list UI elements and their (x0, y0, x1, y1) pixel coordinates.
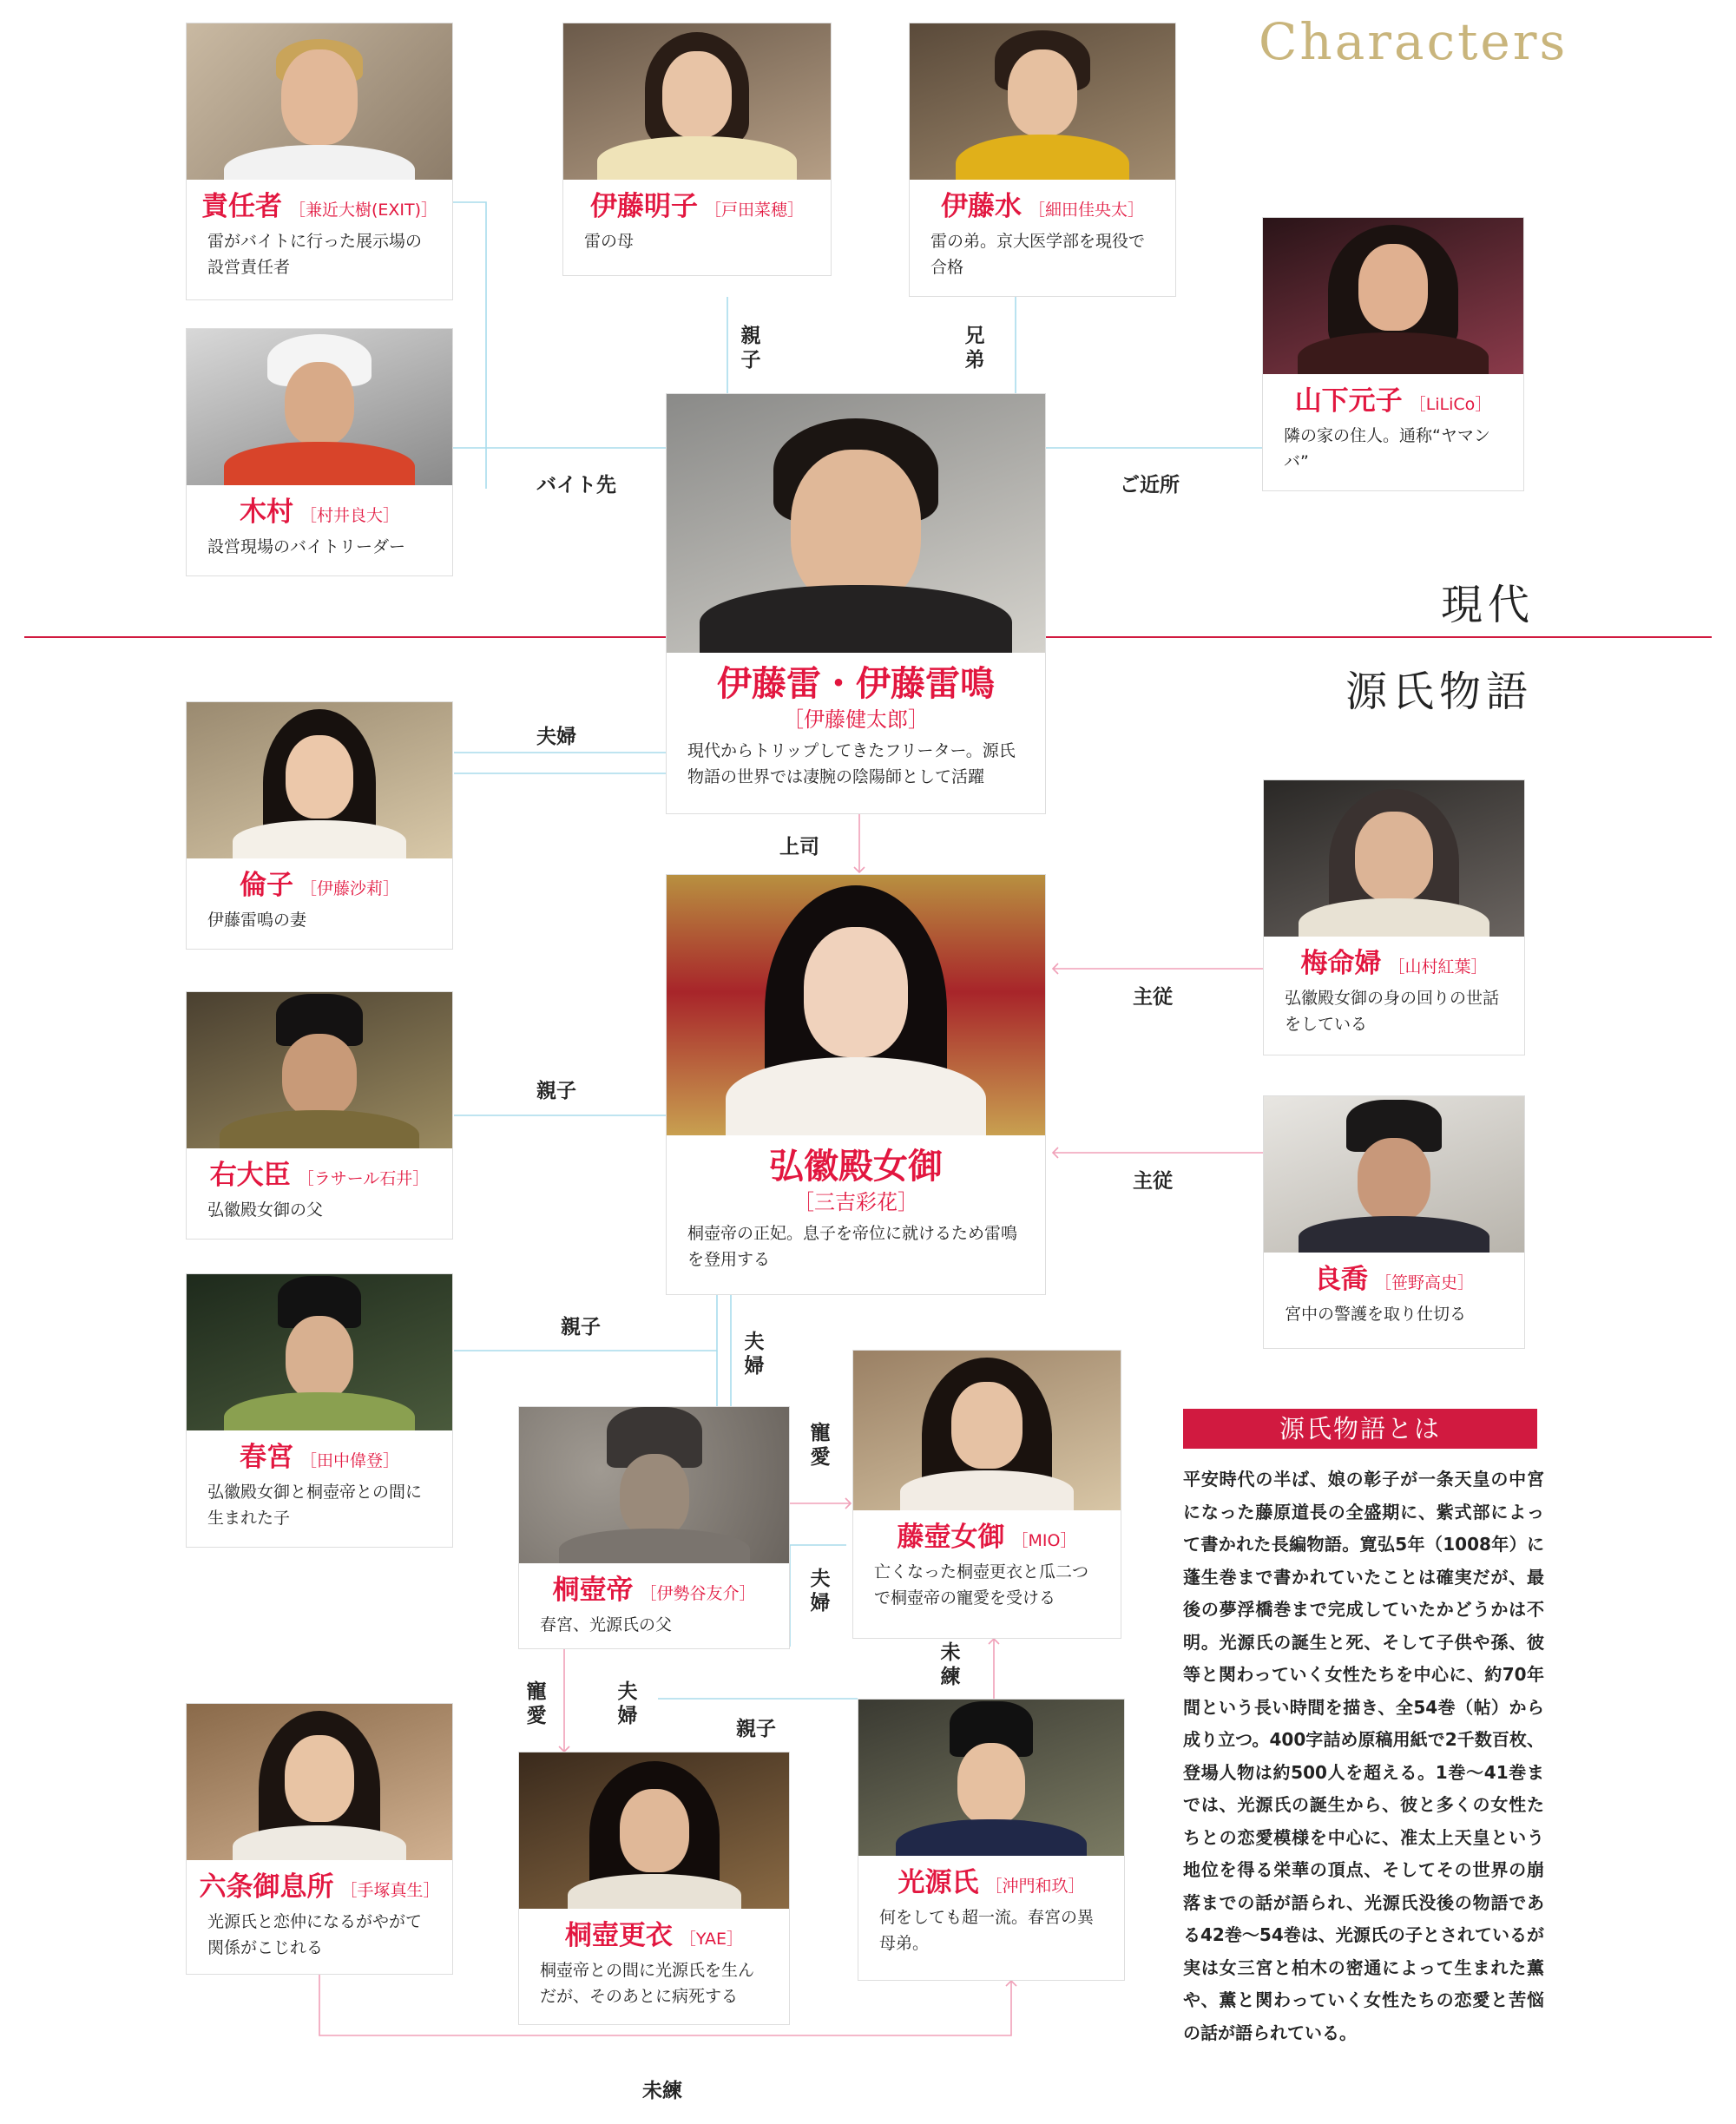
actor-name: ［手塚真生］ (340, 1881, 440, 1900)
actor-name: ［細田佳央太］ (1028, 201, 1144, 220)
relation-label-oyako: 親子 (561, 1316, 601, 1338)
actor-name: ［YAE］ (679, 1930, 744, 1949)
photo-yoshitaka (1264, 1096, 1524, 1253)
character-name: 木村 (239, 496, 293, 528)
photo-rai (667, 394, 1045, 653)
character-card-akiko (562, 23, 832, 276)
actor-name: ［MIO］ (1011, 1531, 1077, 1550)
photo-hikaru (858, 1700, 1124, 1856)
relation-label-baito: バイト先 (536, 474, 616, 496)
character-card-kokiden (666, 874, 1046, 1295)
character-card-kiritsubotei (518, 1406, 790, 1649)
character-description: 雷がバイトに行った展示場の設営責任者 (207, 232, 423, 278)
era-label-genji: 源氏物語 (1345, 667, 1534, 716)
photo-umemyobu (1264, 780, 1524, 937)
character-description: 弘徽殿女御と桐壺帝との間に生まれた子 (207, 1483, 423, 1529)
photo-sui (910, 23, 1175, 180)
character-name: 桐壺更衣 (564, 1920, 673, 1951)
character-card-sekinin (186, 23, 453, 300)
relation-label-joshi: 上司 (779, 836, 819, 858)
relation-label-miren: 未練 (940, 1641, 961, 1688)
actor-name: ［村井良大］ (299, 506, 399, 525)
actor-name: ［三吉彩花］ (793, 1190, 918, 1214)
character-card-togu (186, 1273, 453, 1548)
character-card-sui (909, 23, 1176, 297)
character-description: 隣の家の住人。通称“ヤマンバ” (1284, 426, 1490, 472)
actor-name: ［伊藤健太郎］ (783, 707, 929, 732)
character-description: 春宮、光源氏の父 (540, 1615, 673, 1635)
character-description: 現代からトリップしてきたフリーター。源氏物語の世界では凄腕の陰陽師として活躍 (687, 741, 1016, 787)
photo-motoko (1263, 218, 1523, 374)
character-card-kiritsubokoi (518, 1752, 790, 2025)
about-heading: 源氏物語とは (1183, 1409, 1537, 1449)
actor-name: ［戸田菜穂］ (704, 201, 804, 220)
character-name: 責任者 (201, 191, 282, 222)
character-card-hikaru (858, 1699, 1125, 1981)
era-label-modern: 現代 (1441, 581, 1535, 629)
photo-kiritsubotei (519, 1407, 789, 1563)
relation-label-miren: 未練 (642, 2080, 682, 2102)
character-description: 弘徽殿女御の身の回りの世話をしている (1285, 989, 1500, 1035)
character-name: 梅命婦 (1300, 948, 1382, 979)
character-description: 雷の弟。京大医学部を現役で合格 (930, 232, 1146, 278)
character-description: 設営現場のバイトリーダー (207, 537, 406, 557)
photo-kimura (187, 329, 452, 485)
photo-akiko (563, 23, 831, 180)
photo-kiritsubokoi (519, 1752, 789, 1909)
character-name: 倫子 (239, 870, 293, 901)
actor-name: ［笹野高史］ (1374, 1273, 1474, 1292)
character-description: 雷の母 (584, 232, 635, 252)
relation-label-shuju: 主従 (1133, 1170, 1173, 1193)
character-name: 山下元子 (1294, 385, 1403, 417)
character-name: 伊藤水 (940, 191, 1022, 222)
character-card-rinko (186, 701, 453, 950)
actor-name: ［伊勢谷友介］ (640, 1584, 756, 1603)
relation-label-fufu: 夫婦 (744, 1331, 765, 1378)
relation-label-choai: 寵愛 (810, 1422, 831, 1469)
page-title: Characters (1259, 12, 1568, 71)
character-name: 春宮 (239, 1442, 293, 1473)
character-name: 弘徽殿女御 (769, 1147, 943, 1187)
actor-name: ［兼近大樹(EXIT)］ (288, 201, 438, 220)
photo-togu (187, 1274, 452, 1430)
about-body: 平安時代の半ば、娘の彰子が一条天皇の中宮になった藤原道長の全盛期に、紫式部によって書かれた長編物語。寛弘5年（1008年）に蓬生巻まで書かれていたことは確実だが、最後の夢浮橋巻まで完成していたかどうかは不明。光源氏の誕生と死、そして子供や孫、彼等と関わっていく女性たちを中心に、約70年間という長い時間を描き、全54巻（帖）から成り立つ。400字詰め原稿用紙で2千数百枚、登場人物は約500人を超える。1巻〜41巻までは、光源氏の誕生から、彼と多くの女性たちとの恋愛模様を中心に、准太上天皇という地位を得る栄華の頂点、そしてその世界の崩落までの話が語られ、光源氏没後の物語である42巻〜54巻は、光源氏の子とされているが実は女三宮と柏木の密通によって生まれた薫や、薫と関わっていく女性たちの恋愛と苦悩の話が語られている。 (1183, 1469, 1544, 2043)
relation-label-shuju: 主従 (1133, 986, 1173, 1009)
relation-label-choai: 寵愛 (526, 1680, 547, 1727)
character-description: 光源氏と恋仲になるがやがて関係がこじれる (207, 1912, 423, 1958)
character-card-fujitsubo (852, 1350, 1121, 1639)
actor-name: ［沖門和玖］ (985, 1877, 1085, 1896)
relation-label-oyako: 親子 (736, 1718, 776, 1740)
relation-label-fufu: 夫婦 (536, 726, 576, 748)
actor-name: ［ラサール石井］ (297, 1169, 430, 1188)
relation-label-fufu: 夫婦 (810, 1568, 831, 1614)
character-name: 光源氏 (898, 1867, 979, 1898)
relation-label-kyodai: 兄弟 (964, 325, 985, 372)
character-name: 伊藤明子 (589, 191, 698, 222)
character-description: 桐壺帝との間に光源氏を生んだが、そのあとに病死する (540, 1961, 755, 2007)
character-card-rai (666, 393, 1046, 814)
character-name: 六条御息所 (199, 1871, 334, 1903)
actor-name: ［山村紅葉］ (1388, 957, 1488, 977)
relation-label-oyako: 親子 (740, 325, 761, 372)
character-name: 右大臣 (209, 1160, 291, 1191)
character-card-motoko (1262, 217, 1524, 491)
relation-label-fufu: 夫婦 (617, 1680, 638, 1727)
actor-name: ［LiLiCo］ (1409, 395, 1492, 414)
character-card-kimura (186, 328, 453, 576)
character-card-rokujo (186, 1703, 453, 1975)
photo-kokiden (667, 875, 1045, 1135)
relation-label-oyako: 親子 (536, 1080, 576, 1102)
character-description: 何をしても超一流。春宮の異母弟。 (879, 1908, 1095, 1954)
character-name: 良喬 (1313, 1264, 1368, 1295)
actor-name: ［伊藤沙莉］ (299, 879, 399, 898)
photo-rinko (187, 702, 452, 858)
photo-sekinin (187, 23, 452, 180)
character-name: 桐壺帝 (552, 1575, 634, 1606)
character-description: 亡くなった桐壺更衣と瓜二つで桐壺帝の寵愛を受ける (874, 1562, 1089, 1608)
character-card-yoshitaka (1263, 1095, 1525, 1349)
character-description: 宮中の警護を取り仕切る (1285, 1305, 1467, 1325)
character-card-udaijin (186, 991, 453, 1240)
character-card-umemyobu (1263, 779, 1525, 1055)
photo-udaijin (187, 992, 452, 1148)
photo-rokujo (187, 1704, 452, 1860)
character-description: 伊藤雷鳴の妻 (207, 911, 307, 930)
actor-name: ［田中偉登］ (299, 1451, 399, 1470)
character-description: 弘徽殿女御の父 (207, 1200, 324, 1220)
character-name: 伊藤雷・伊藤雷鳴 (717, 664, 995, 704)
photo-fujitsubo (853, 1351, 1121, 1510)
character-name: 藤壺女御 (897, 1522, 1005, 1553)
character-description: 桐壺帝の正妃。息子を帝位に就けるため雷鳴を登用する (687, 1224, 1018, 1270)
relation-label-gokinjo: ご近所 (1120, 474, 1180, 496)
